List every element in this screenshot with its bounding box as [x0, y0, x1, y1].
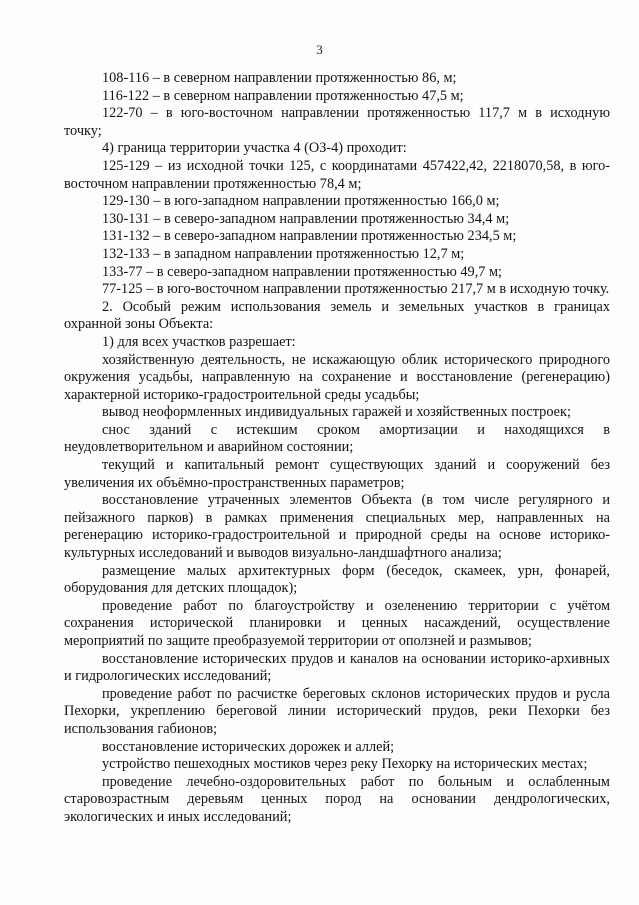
paragraph-segment-132-133: 132-133 – в западном направлении протяженностью 12,7 м; — [102, 245, 465, 262]
paragraph-segment-129-130: 129-130 – в юго-западном направлении протяженностью 166,0 м; — [102, 193, 500, 210]
page-number: 3 — [316, 42, 323, 57]
paragraph-demolition: снос зданий с истекшим сроком амортизации и находящихся в неудовлетворительном и аварийном состоянии; — [64, 421, 610, 456]
paragraph-bank-clearing: проведение работ по расчистке береговых склонов исторических прудов и русла Пехорки, укреплению береговой линии исторический прудов, реки Пехорки без использования габионов; — [64, 685, 610, 737]
paragraph-paths-alleys: восстановление исторических дорожек и аллей; — [102, 738, 395, 755]
paragraph-segment-125-129: 125-129 – из исходной точки 125, с координатами 457422,42, 2218070,58, в юго-восточном направлении протяженностью 78,4 м; — [64, 157, 610, 192]
paragraph-segment-77-125: 77-125 – в юго-восточном направлении протяженностью 217,7 м в исходную точку. — [102, 281, 610, 298]
document-body — [64, 70, 610, 827]
paragraph-segment-131-132: 131-132 – в северо-западном направлении протяженностью 234,5 м; — [102, 228, 517, 245]
paragraph-segment-116-122: 116-122 – в северном направлении протяженностью 47,5 м; — [102, 87, 464, 104]
paragraph-all-plots-permits: 1) для всех участков разрешает: — [102, 333, 296, 350]
paragraph-permitted-activity: хозяйственную деятельность, не искажающую облик исторического природного окружения усадьбы, направленную на сохранение и восстановление (регенерацию) характерной историко-градостроительной среды усадьбы; — [64, 351, 610, 403]
paragraph-segment-122-70: 122-70 – в юго-восточном направлении протяженностью 117,7 м в исходную точку; — [64, 105, 610, 139]
paragraph-tree-treatment: проведение лечебно-оздоровительных работ по больным и ослабленным старовозрастным деревьям ценных пород на основании дендрологических, экологических и иных исследований; — [64, 773, 610, 825]
paragraph-footbridges: устройство пешеходных мостиков через реку Пехорку на исторических местах; — [102, 756, 588, 773]
paragraph-segment-130-131: 130-131 – в северо-западном направлении протяженностью 34,4 м; — [102, 210, 510, 227]
paragraph-repair: текущий и капитальный ремонт существующих зданий и сооружений без увеличения их объёмно-пространственных параметров; — [64, 457, 610, 491]
paragraph-segment-133-77: 133-77 – в северо-западном направлении протяженностью 49,7 м; — [102, 263, 503, 280]
paragraph-restoration-elements: восстановление утраченных элементов Объекта (в том числе регулярного и пейзажного парков) в рамках применения специальных мер, направленных на регенерацию историко-градостроительной и природной среды на основе историко-культурных исследований и выводов визуально-ландшафтного анализа; — [64, 492, 610, 562]
paragraph-ponds-canals: восстановление исторических прудов и каналов на основании историко-архивных и гидрологических исследований; — [64, 650, 610, 685]
paragraph-segment-108-116: 108-116 – в северном направлении протяженностью 86, м; — [102, 70, 457, 86]
paragraph-landscaping: проведение работ по благоустройству и озеленению территории с учётом сохранения исторической планировки и ценных насаждений, осуществление мероприятий по защите преобразуемой территории от оползней и размывов; — [64, 597, 610, 649]
paragraph-small-architectural-forms: размещение малых архитектурных форм (беседок, скамеек, урн, фонарей, оборудования для детских площадок); — [64, 562, 610, 597]
paragraph-section-2-heading: 2. Особый режим использования земель и земельных участков в границах охранной зоны Объекта: — [64, 298, 610, 333]
paragraph-boundary-plot-4-heading: 4) граница территории участка 4 (ОЗ-4) проходит: — [102, 140, 407, 157]
paragraph-removal-garages: вывод неоформленных индивидуальных гаражей и хозяйственных построек; — [102, 404, 571, 421]
